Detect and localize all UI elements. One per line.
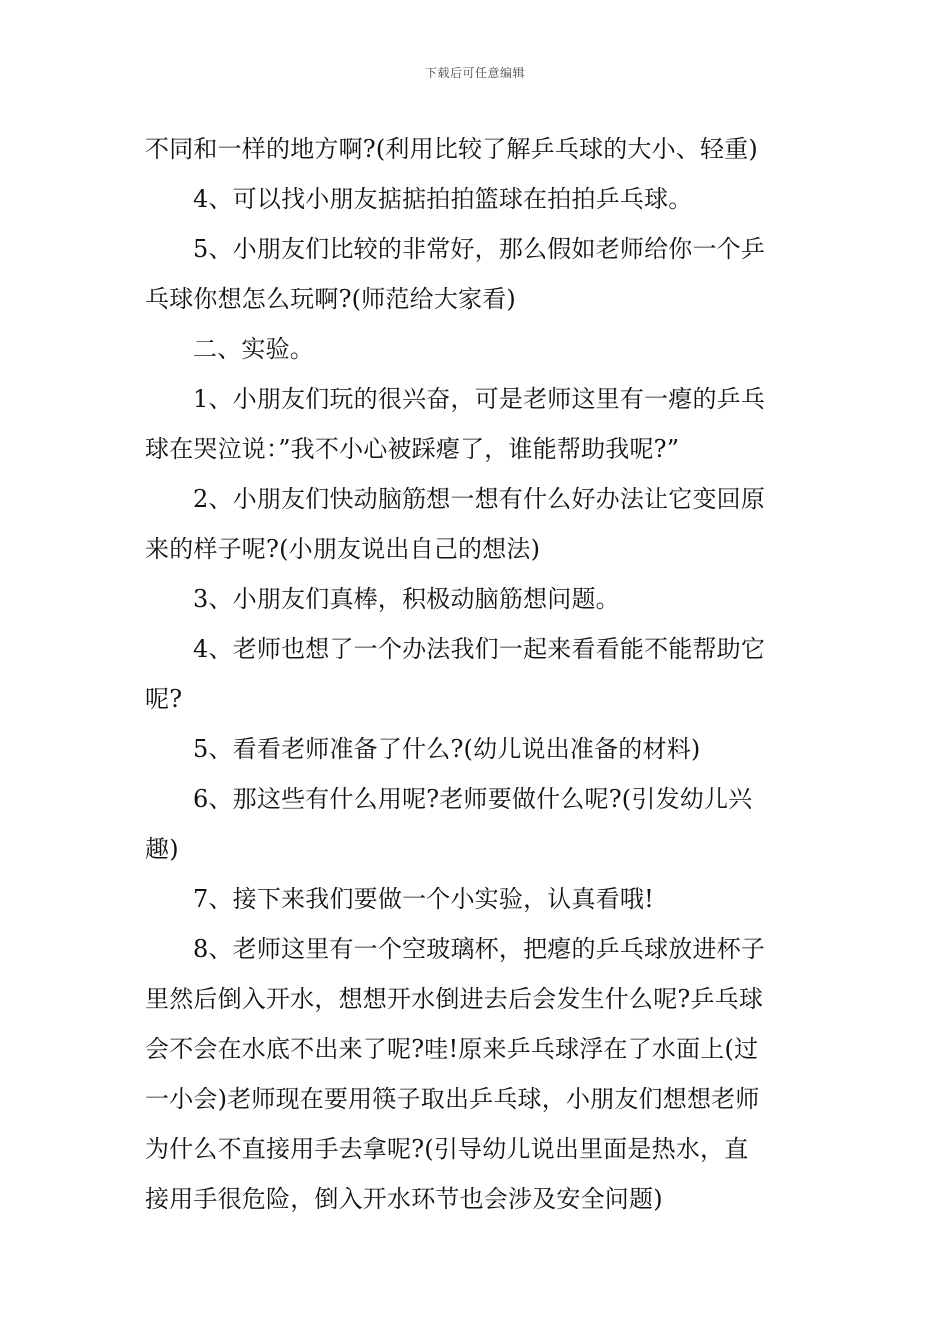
text-line-11: 4、老师也想了一个办法我们一起来看看能不能帮助它 — [193, 635, 766, 663]
text-line-22: 接用手很危险，倒入开水环节也会涉及安全问题) — [145, 1185, 663, 1213]
text-line-20: 一小会)老师现在要用筷子取出乒乓球，小朋友们想想老师 — [145, 1085, 760, 1113]
text-line-13: 5、看看老师准备了什么?(幼儿说出准备的材料) — [193, 735, 701, 763]
text-line-12: 呢? — [145, 685, 183, 713]
text-line-3: 5、小朋友们比较的非常好，那么假如老师给你一个乒 — [193, 235, 766, 263]
text-line-17: 8、老师这里有一个空玻璃杯，把瘪的乒乓球放进杯子 — [193, 935, 766, 963]
text-line-1: 不同和一样的地方啊?(利用比较了解乒乓球的大小、轻重) — [145, 135, 758, 163]
text-line-6: 1、小朋友们玩的很兴奋，可是老师这里有一瘪的乒乓 — [193, 385, 766, 413]
text-line-16: 7、接下来我们要做一个小实验，认真看哦! — [193, 885, 654, 913]
text-line-21: 为什么不直接用手去拿呢?(引导幼儿说出里面是热水，直 — [145, 1135, 749, 1163]
text-line-7: 球在哭泣说：”我不小心被踩瘪了，谁能帮助我呢?” — [145, 435, 680, 463]
section-heading-experiment: 二、实验。 — [193, 335, 314, 363]
text-line-9: 来的样子呢?(小朋友说出自己的想法) — [145, 535, 541, 563]
text-line-14: 6、那这些有什么用呢?老师要做什么呢?(引发幼儿兴 — [193, 785, 753, 813]
text-line-18: 里然后倒入开水，想想开水倒进去后会发生什么呢?乒乓球 — [145, 985, 764, 1013]
text-line-4: 乓球你想怎么玩啊?(师范给大家看) — [145, 285, 516, 313]
text-line-8: 2、小朋友们快动脑筋想一想有什么好办法让它变回原 — [193, 485, 766, 513]
text-line-2: 4、可以找小朋友掂掂拍拍篮球在拍拍乒乓球。 — [193, 185, 693, 213]
text-line-10: 3、小朋友们真棒，积极动脑筋想问题。 — [193, 585, 620, 613]
document-body — [145, 124, 810, 1224]
text-line-15: 趣) — [145, 835, 179, 863]
page-header-note: 下载后可任意编辑 — [424, 66, 525, 80]
text-line-19: 会不会在水底不出来了呢?哇!原来乒乓球浮在了水面上(过 — [145, 1035, 759, 1063]
